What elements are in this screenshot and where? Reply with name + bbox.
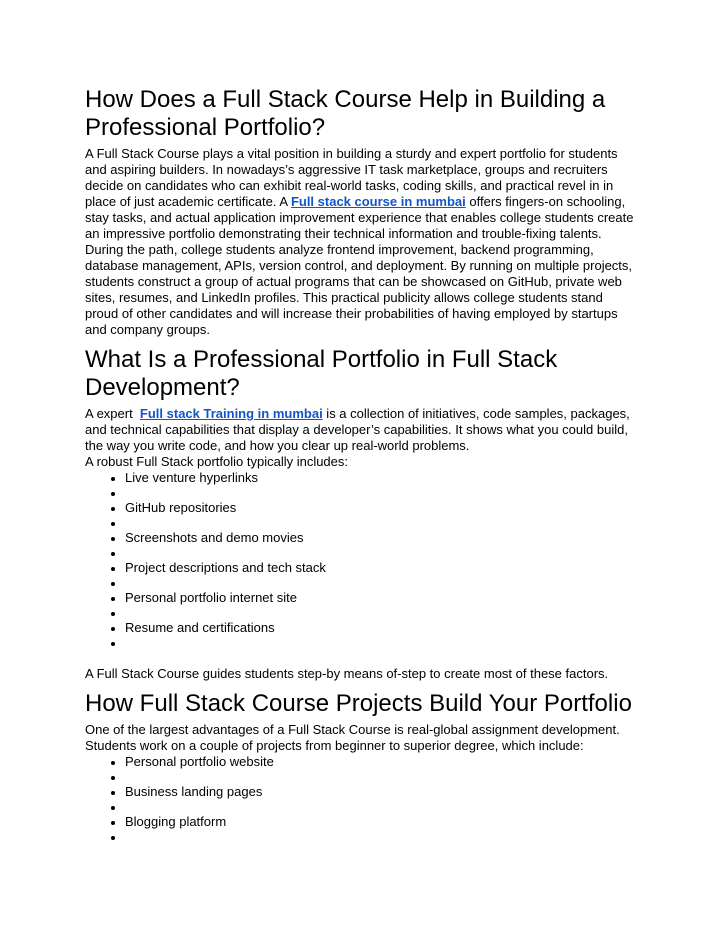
projects-list bbox=[85, 754, 635, 844]
list-item: • Resume and certifications bbox=[125, 620, 635, 635]
list-item: • Live venture hyperlinks bbox=[125, 470, 635, 485]
list-item-empty bbox=[125, 635, 635, 650]
heading-projects-build-portfolio: How Full Stack Course Projects Build Your Portfolio bbox=[85, 690, 632, 717]
list-item-empty bbox=[125, 829, 635, 844]
list-item-empty bbox=[125, 575, 635, 590]
list-item: • Project descriptions and tech stack bbox=[125, 560, 635, 575]
list-intro-text: A robust Full Stack portfolio typically includes: bbox=[85, 454, 349, 469]
paragraph-text: A Full Stack Course plays a vital position in building a sturdy and expert portfolio for students and aspiring builders. In nowadays’s aggressive IT task marketplace, groups and recruiters decide on candidates who can exhibit real-world tasks, coding skills, and practical revel in in place of just academic certificate. A bbox=[85, 146, 622, 209]
projects-paragraph: One of the largest advantages of a Full Stack Course is real-global assignment development. Students work on a couple of projects from beginner to superior degree, which include: bbox=[85, 722, 624, 753]
list-item-empty bbox=[125, 515, 635, 530]
list-item: • GitHub repositories bbox=[125, 500, 635, 515]
list-item-empty bbox=[125, 799, 635, 814]
intro-paragraph bbox=[85, 146, 638, 338]
closing-sentence: A Full Stack Course guides students step-by means of-step to create most of these factors. bbox=[85, 666, 609, 681]
list-item-empty bbox=[125, 485, 635, 500]
portfolio-definition-paragraph bbox=[85, 406, 635, 454]
list-item: • Personal portfolio internet site bbox=[125, 590, 635, 605]
list-item-empty bbox=[125, 605, 635, 620]
list-item: • Personal portfolio website bbox=[125, 754, 635, 769]
blank-paragraph bbox=[85, 650, 635, 666]
portfolio-includes-list bbox=[85, 470, 635, 650]
paragraph-text: is a collection of initiatives, code samples, packages, and technical capabilities that display a developer’s capabilities. It shows what you could build, the way you write code, and how you clear up real-world problems. bbox=[85, 406, 634, 453]
list-item-empty bbox=[125, 769, 635, 784]
heading-full-stack-course-help: How Does a Full Stack Course Help in Building a Professional Portfolio? bbox=[85, 86, 606, 141]
list-item: • Blogging platform bbox=[125, 814, 635, 829]
link-full-stack-course-in-mumbai[interactable]: Full stack course in mumbai bbox=[290, 194, 466, 209]
list-item-empty bbox=[125, 545, 635, 560]
list-item: • Screenshots and demo movies bbox=[125, 530, 635, 545]
link-full-stack-training-in-mumbai[interactable]: Full stack Training in mumbai bbox=[139, 406, 323, 421]
list-item: • Business landing pages bbox=[125, 784, 635, 799]
paragraph-text: A expert bbox=[85, 406, 140, 421]
heading-what-is-professional-portfolio: What Is a Professional Portfolio in Full Stack Development? bbox=[85, 346, 558, 401]
paragraph-text: offers fingers-on schooling, stay tasks, and actual application improvement experience that enables college students create an impressive portfolio demonstrating their technical information and trouble-fixing talents. During the path, college students analyze frontend improvement, backend programming, database management, APIs, version control, and deployment. By running on multiple projects, students construct a group of actual programs that can be showcased on GitHub, private web sites, resumes, and LinkedIn profiles. This practical publicity allows college students stand proud of other candidates and will increase their probabilities of having employed by startups and company groups. bbox=[85, 194, 638, 337]
